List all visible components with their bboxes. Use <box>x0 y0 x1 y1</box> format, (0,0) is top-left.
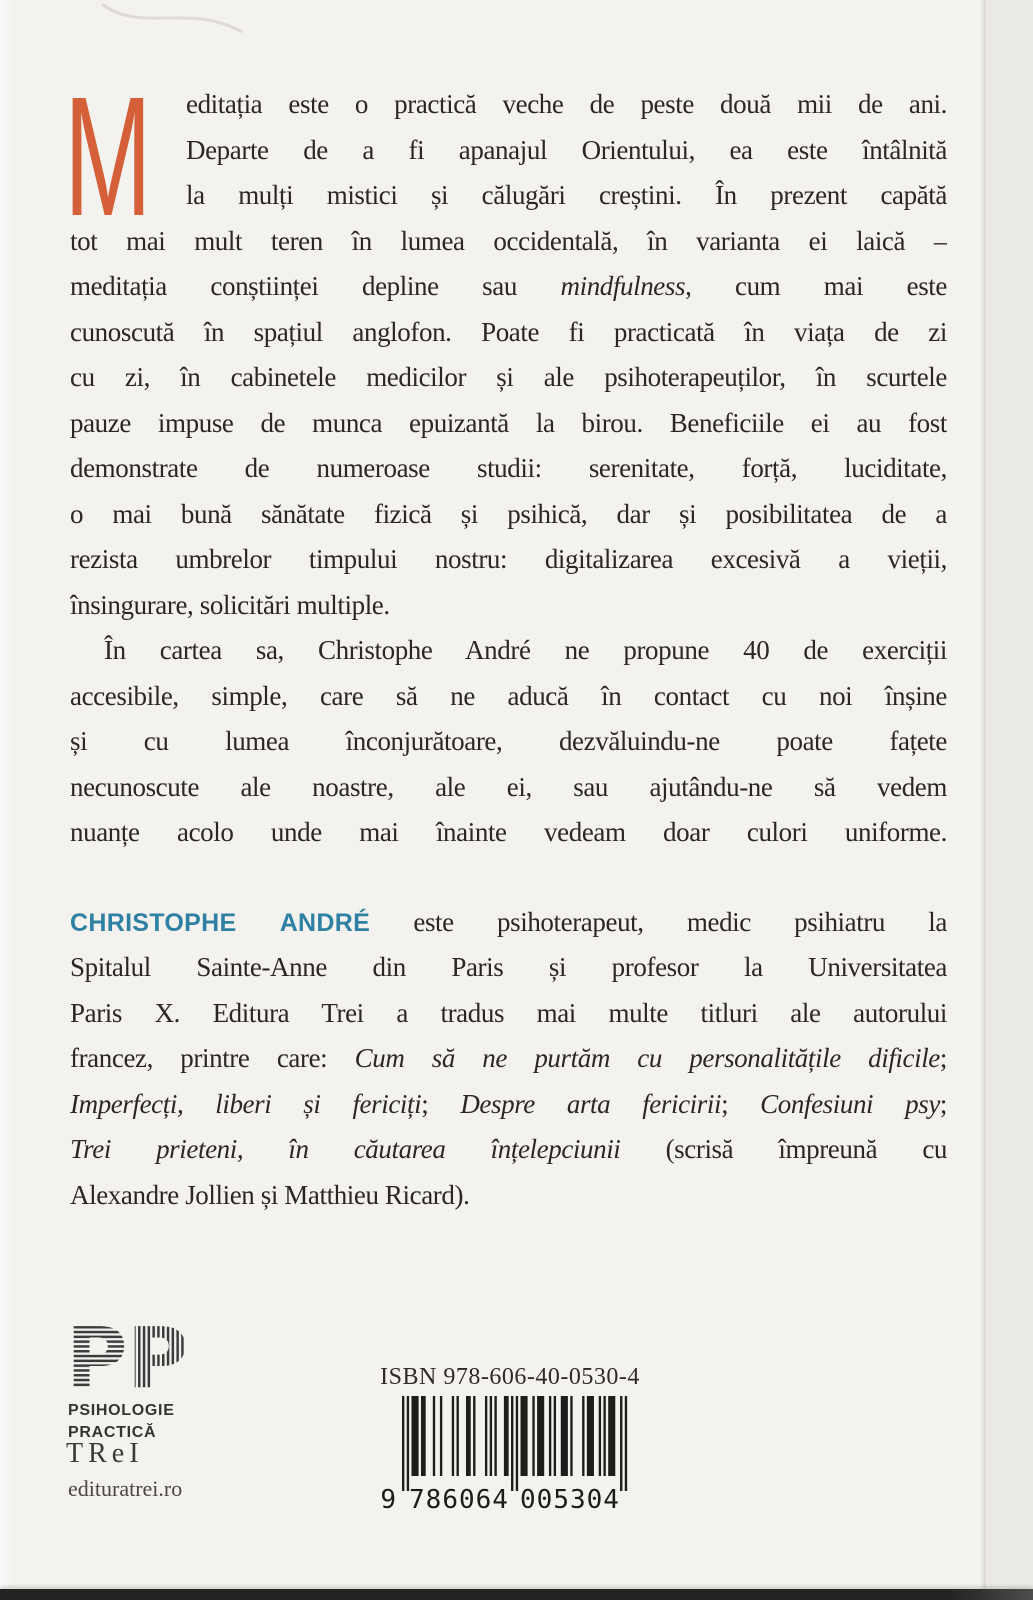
text-line: În cartea sa, Christophe André ne propune 40 de exerciții <box>104 635 947 665</box>
imprint-line: PSIHOLOGIE <box>68 1402 175 1419</box>
text-line: nuanțe acolo unde mai înainte vedeam doar culori uniforme. <box>70 817 947 847</box>
drop-cap: M <box>64 62 152 252</box>
text-line: editația este o practică veche de peste două mii de ani. <box>186 89 947 119</box>
text-line: tot mai mult teren în lumea occidentală, în varianta ei laică – <box>70 225 947 256</box>
book-title-italic: Cum să ne purtăm cu personalitățile dificile <box>354 1043 940 1073</box>
bio-line: Spitalul Sainte-Anne din Paris și profesor la Universitatea <box>70 952 947 982</box>
text-line: cunoscută în spațiul anglofon. Poate fi practicată în viața de zi <box>70 316 947 347</box>
text-line: necunoscute ale noastre, ale ei, sau ajutându-ne să vedem <box>70 771 947 802</box>
bio-line <box>70 1036 947 1082</box>
text-line: însingurare, solicitări multiple. <box>70 589 390 620</box>
scan-bottom-edge <box>0 1589 1033 1600</box>
paper-edge-highlight <box>0 0 16 1589</box>
bio-line: Paris X. Editura Trei a tradus mai multe titluri ale autorului <box>70 997 947 1028</box>
text-segment: ; <box>939 1043 947 1073</box>
text-segment: francez, printre care: <box>70 1043 355 1073</box>
barcode <box>350 1396 650 1514</box>
text-segment: este psihoterapeut, medic psihiatru la <box>370 906 947 937</box>
paper-crease-mark <box>92 0 262 48</box>
book-title-italic: Confesiuni psy <box>760 1088 940 1119</box>
text-line: și cu lumea înconjurătoare, dezvăluindu-ne poate fațete <box>70 726 947 756</box>
pp-letter-horizontal: P <box>66 1326 128 1392</box>
text-segment: , cum mai este <box>685 271 947 301</box>
text-line: accesibile, simple, care să ne aducă în contact cu noi înșine <box>70 680 947 711</box>
barcode-digit-group: 9 <box>380 1485 396 1514</box>
text-line: pauze impuse de munca epuizantă la birou. Beneficiile ei au fost <box>70 407 947 438</box>
text-segment: ; <box>939 1088 947 1119</box>
isbn-label: ISBN 978-606-40-0530-4 <box>380 1364 640 1390</box>
text-line: rezista umbrelor timpului nostru: digitalizarea excesivă a vieții, <box>70 544 947 574</box>
text-line: demonstrate de numeroase studii: serenitate, forță, luciditate, <box>70 453 947 483</box>
text-segment-italic: mindfulness <box>560 271 686 301</box>
text-segment: ; <box>421 1088 461 1119</box>
barcode-digit-group: 005304 <box>520 1485 620 1514</box>
pp-letter-vertical: P <box>127 1326 189 1392</box>
bio-line <box>70 1082 947 1128</box>
text-line: o mai bună sănătate fizică și psihică, dar și posibilitatea de a <box>70 498 947 529</box>
bio-line <box>70 900 947 946</box>
text-line: la mulți mistici și călugări creștini. În prezent capătă <box>186 180 947 210</box>
book-title-italic: Imperfecți, liberi și fericiți <box>70 1088 422 1119</box>
text-segment: meditația conștiinței depline sau <box>70 271 561 301</box>
paper-right-shade <box>986 0 1033 1589</box>
bio-line <box>70 1127 947 1173</box>
barcode-digit-group: 786064 <box>409 1485 509 1514</box>
publisher-logo-trei: TReI <box>66 1438 144 1469</box>
pp-logo <box>66 1326 190 1392</box>
author-name: CHRISTOPHE ANDRÉ <box>70 908 371 937</box>
bio-line: Alexandre Jollien și Matthieu Ricard). <box>70 1179 470 1210</box>
book-title-italic: Despre arta fericirii <box>460 1088 722 1119</box>
publisher-website: edituratrei.ro <box>68 1476 183 1501</box>
paragraph-gap <box>70 856 947 900</box>
text-line: Departe de a fi apanajul Orientului, ea este întâlnită <box>186 134 947 165</box>
text-segment: (scrisă împreună cu <box>620 1134 947 1164</box>
barcode-bars <box>402 1396 627 1491</box>
synopsis-text <box>70 82 947 1218</box>
book-title-italic: Trei prieteni, în căutarea înțelepciunii <box>70 1134 621 1164</box>
text-line: cu zi, în cabinetele medicilor și ale psihoterapeuților, în scurtele <box>70 362 947 392</box>
text-line <box>70 264 947 310</box>
text-segment: ; <box>721 1088 761 1119</box>
imprint-line: PRACTICĂ <box>68 1424 157 1441</box>
paper-vertical-crease <box>978 0 986 1589</box>
